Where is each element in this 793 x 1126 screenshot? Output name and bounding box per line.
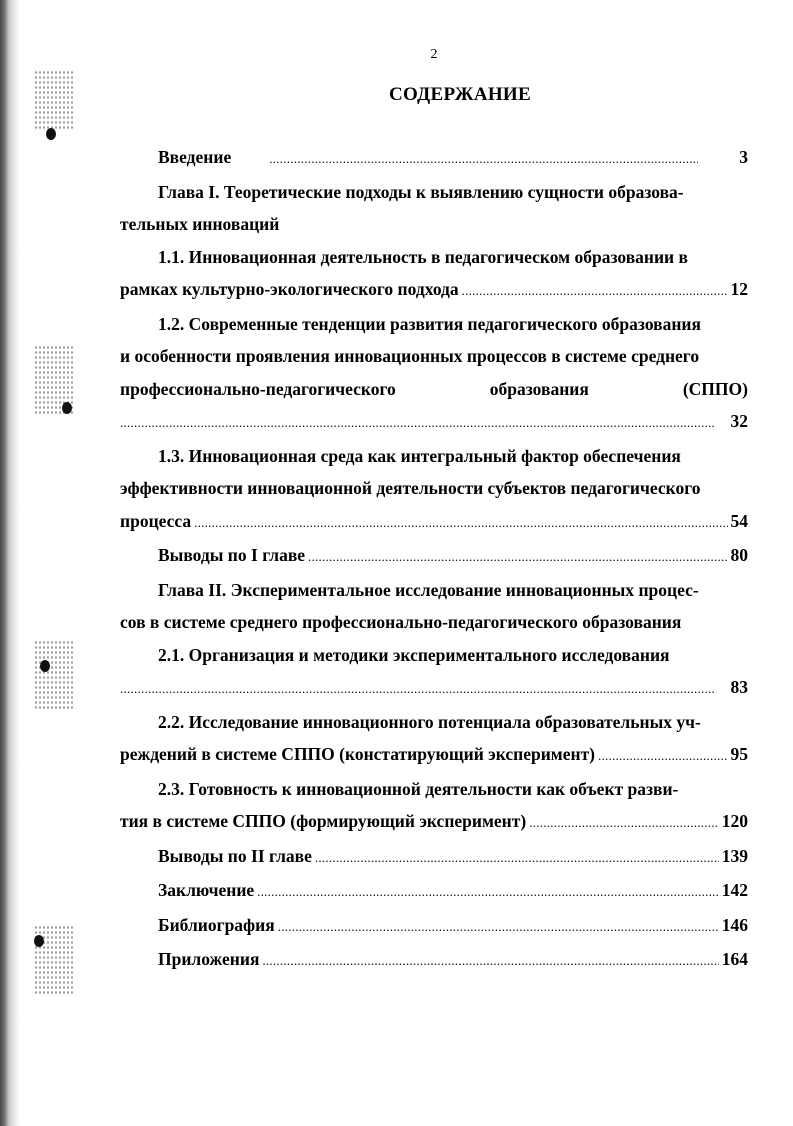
toc-label: рамках культурно-экологического подхода <box>120 279 459 299</box>
dot-leader <box>120 671 728 706</box>
toc-page-number: 54 <box>730 510 748 531</box>
toc-line: 1.3. Инновационная среда как интегральный фактор обеспечения <box>158 445 681 466</box>
toc-line: 1.1. Инновационная деятельность в педагогическом образовании в <box>158 246 688 267</box>
toc-line <box>120 805 748 840</box>
toc-entry-introduction[interactable] <box>120 141 748 176</box>
dot-leader <box>462 273 728 308</box>
toc-entry-section-2-1[interactable] <box>120 639 748 706</box>
punch-hole <box>40 660 50 672</box>
toc-entry-section-2-2[interactable] <box>120 706 748 773</box>
toc-entry-section-2-3[interactable] <box>120 773 748 840</box>
toc-entry-conclusion[interactable] <box>120 874 748 909</box>
toc-label: процесса <box>120 510 192 531</box>
toc-entry-section-1-2[interactable] <box>120 308 748 440</box>
toc-label: Приложения <box>158 949 260 969</box>
punch-hole <box>34 935 44 947</box>
toc-label: Выводы по I главе <box>158 545 306 565</box>
dot-leader <box>257 874 719 909</box>
dot-leader <box>231 141 698 176</box>
toc-page-number: 164 <box>721 949 748 969</box>
toc-line: тельных инноваций <box>120 214 280 234</box>
toc-line: Глава II. Экспериментальное исследование инновационных процес- <box>158 579 699 600</box>
punch-hole <box>46 128 56 140</box>
toc-page-number: 83 <box>730 677 748 697</box>
toc-line <box>120 373 748 406</box>
table-of-contents <box>120 141 748 978</box>
toc-line: 2.1. Организация и методики экспериментального исследования <box>158 644 670 665</box>
toc-line <box>120 505 748 540</box>
toc-label: Глава I. Теоретические подходы к выявлению сущности образова- <box>158 181 684 202</box>
toc-label: реждений в системе СППО (констатирующий эксперимент) <box>120 744 595 764</box>
toc-page-number: 95 <box>730 744 748 764</box>
toc-label: (СППО) <box>682 378 748 399</box>
dot-leader <box>529 805 719 840</box>
toc-entry-appendices[interactable] <box>120 943 748 978</box>
toc-line: 2.3. Готовность к инновационной деятельности как объект разви- <box>158 778 679 799</box>
toc-label: Введение <box>158 147 232 167</box>
toc-page-number: 142 <box>721 880 748 900</box>
toc-page-number: 146 <box>721 914 748 935</box>
toc-line <box>120 738 748 773</box>
toc-label: Заключение <box>158 880 255 900</box>
toc-entry-section-1-1[interactable] <box>120 241 748 308</box>
scan-noise <box>34 640 74 710</box>
toc-line: эффективности инновационной деятельности субъектов педагогического <box>120 478 701 498</box>
toc-line <box>120 405 748 440</box>
dot-leader <box>120 405 728 440</box>
dot-leader <box>262 943 718 978</box>
toc-page-number: 3 <box>739 147 748 167</box>
toc-label: профессионально-педагогического <box>120 378 396 399</box>
toc-page-number: 32 <box>730 411 748 431</box>
toc-page-number: 139 <box>721 845 748 866</box>
toc-line <box>120 273 748 308</box>
toc-line <box>120 671 748 706</box>
dot-leader <box>598 738 728 773</box>
dot-leader <box>194 505 727 540</box>
toc-line: 1.2. Современные тенденции развития педагогического образования <box>158 313 701 334</box>
page-number: 2 <box>430 47 438 62</box>
toc-page-number: 12 <box>730 279 748 299</box>
dot-leader <box>315 840 719 875</box>
toc-entry-chapter-2[interactable] <box>120 574 748 639</box>
toc-entry-conclusions-chapter-2[interactable] <box>120 840 748 875</box>
page-title: СОДЕРЖАНИЕ <box>389 84 531 105</box>
toc-label: Библиография <box>158 914 275 935</box>
punch-hole <box>62 402 72 414</box>
toc-entry-conclusions-chapter-1[interactable] <box>120 539 748 574</box>
toc-label: тия в системе СППО (формирующий эксперимент) <box>120 811 527 831</box>
toc-page-number: 120 <box>721 811 748 831</box>
toc-line: 2.2. Исследование инновационного потенциала образовательных уч- <box>158 711 701 732</box>
dot-leader <box>308 539 727 574</box>
toc-entry-chapter-1[interactable] <box>120 176 748 241</box>
toc-label: Выводы по II главе <box>158 845 312 866</box>
toc-line: и особенности проявления инновационных процессов в системе среднего <box>120 346 700 366</box>
toc-entry-bibliography[interactable] <box>120 909 748 944</box>
toc-line <box>120 176 748 209</box>
toc-entry-section-1-3[interactable] <box>120 440 748 540</box>
dot-leader <box>278 909 719 944</box>
toc-label: образования <box>489 378 589 399</box>
scan-binding-edge <box>0 0 20 1126</box>
toc-page-number: 80 <box>730 545 748 565</box>
toc-line: сов в системе среднего профессионально-педагогического образования <box>120 612 682 632</box>
